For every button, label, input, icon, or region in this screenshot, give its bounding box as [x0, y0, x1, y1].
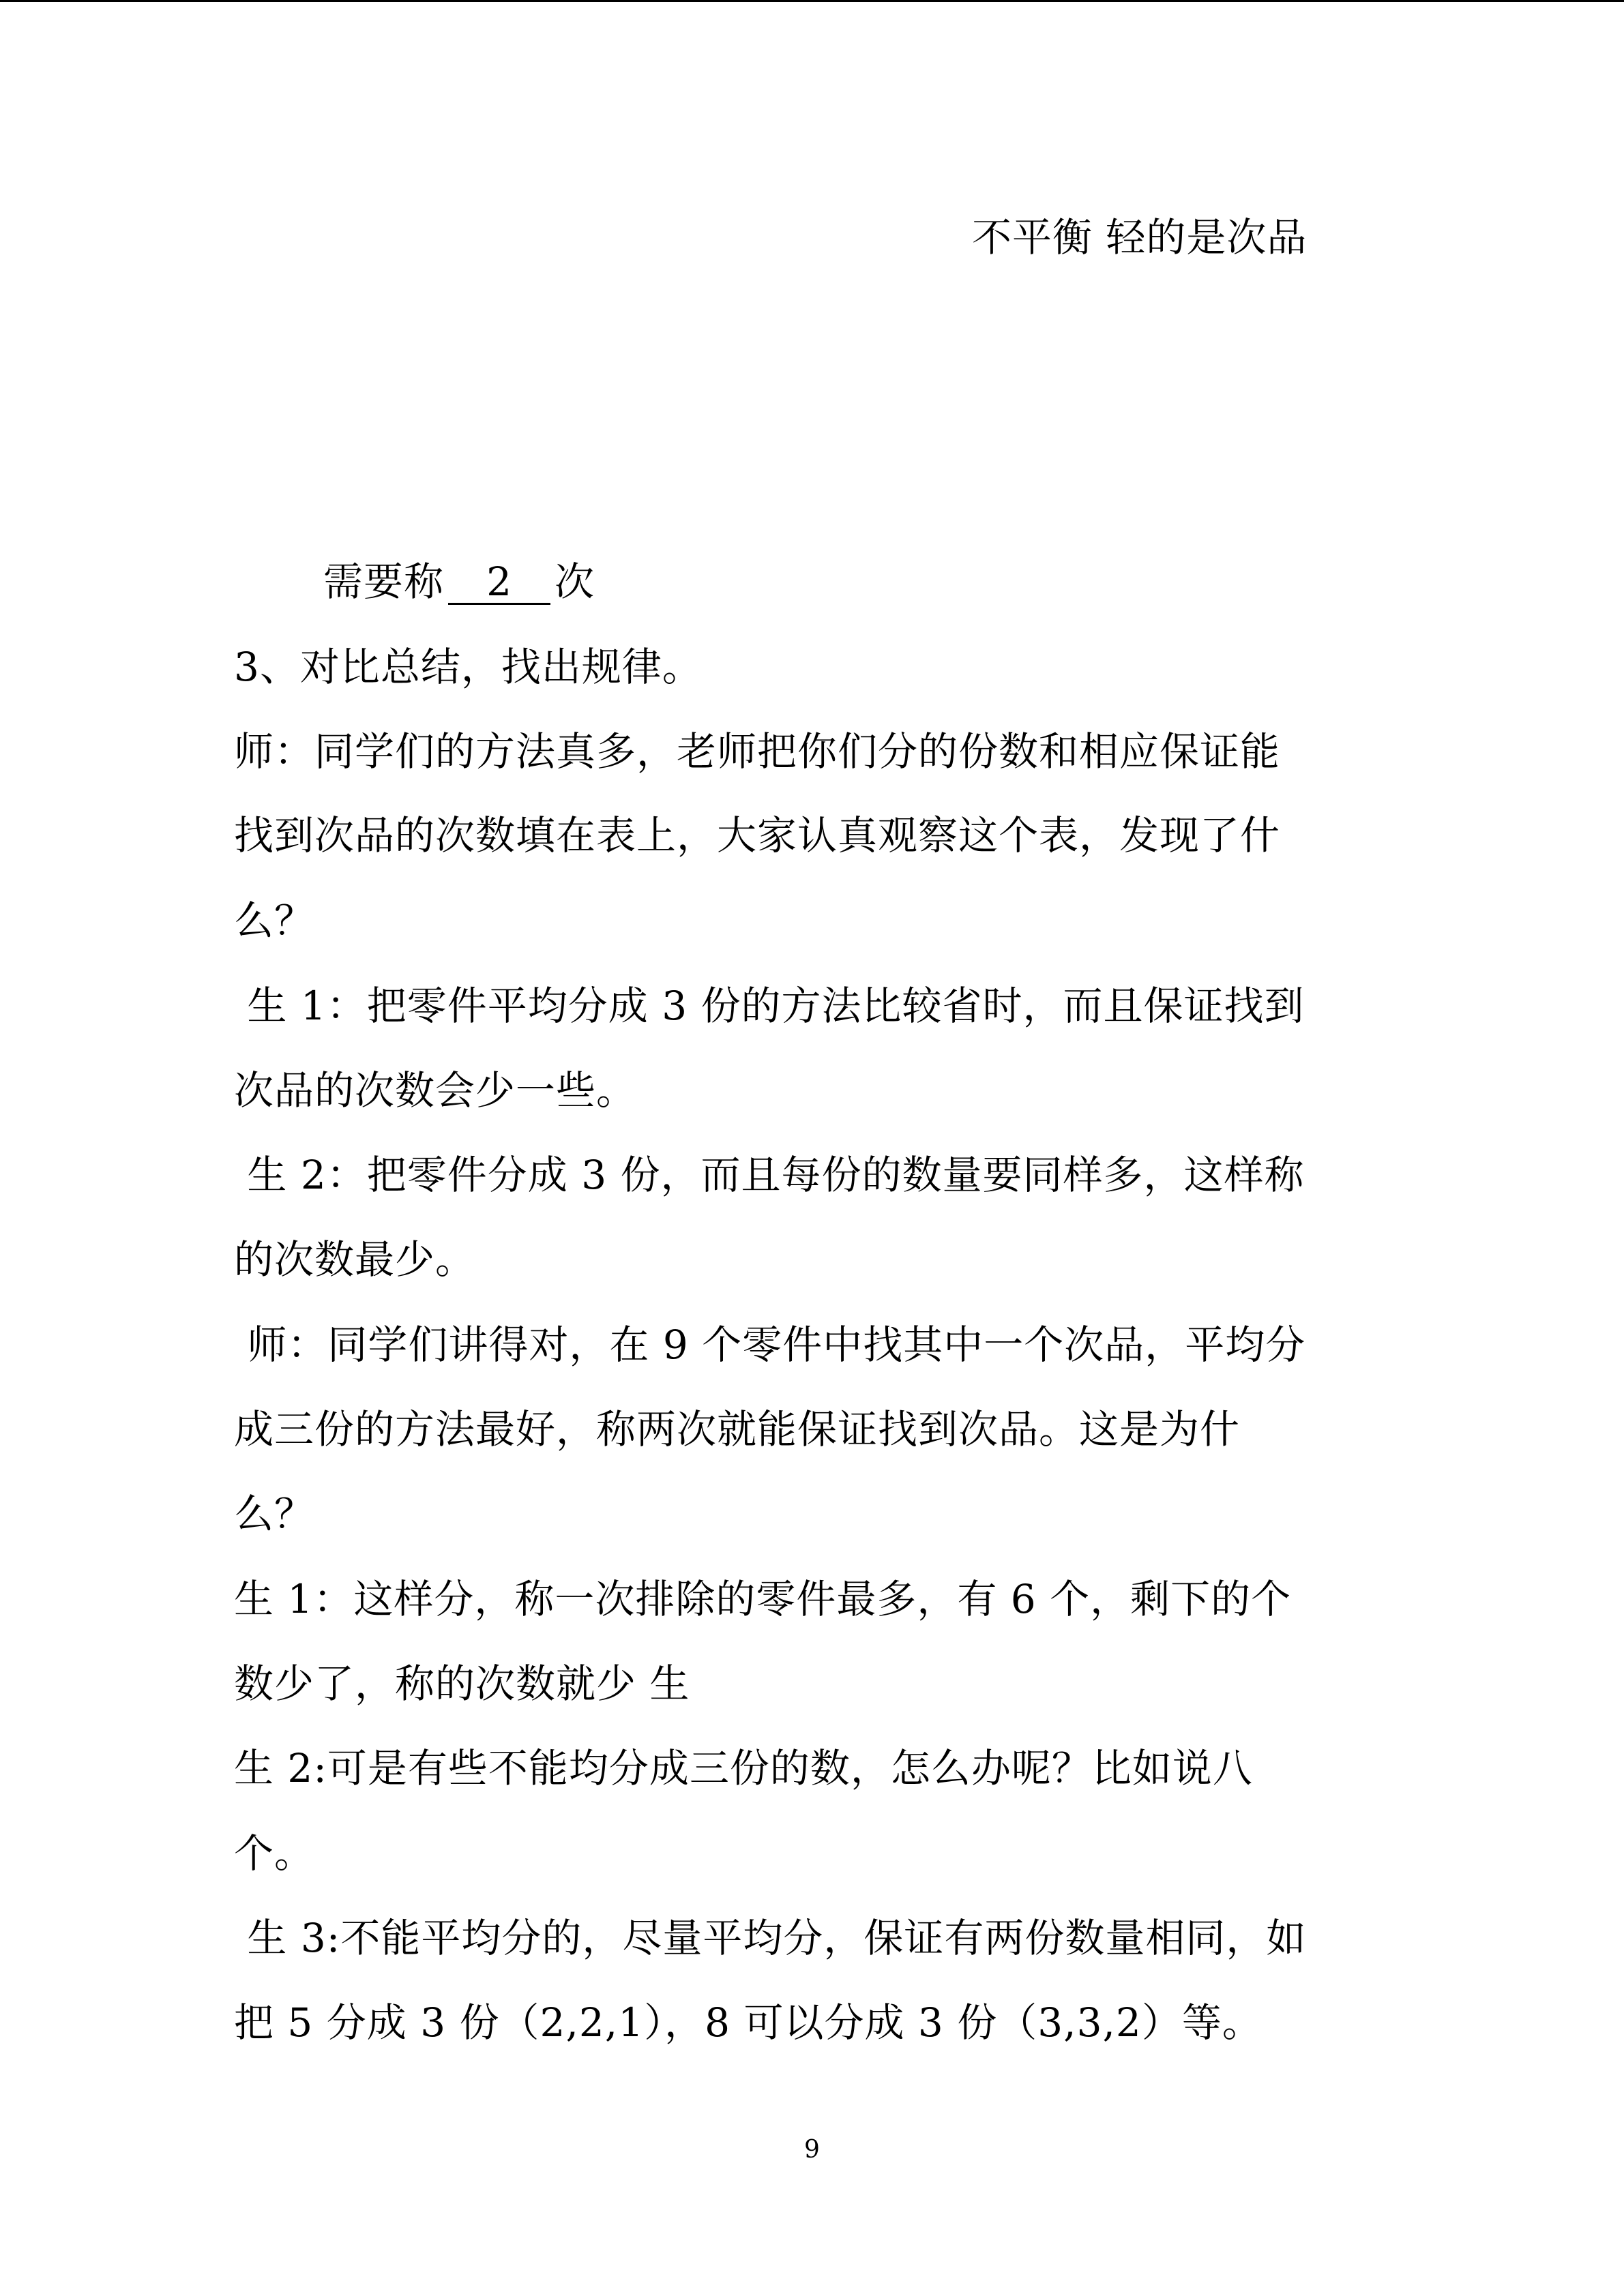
- paragraph-line: 数少了，称的次数就少 生: [234, 1660, 690, 1707]
- weigh-times-blank: 2: [448, 561, 550, 605]
- section-heading: 3、对比总结，找出规律。: [234, 644, 703, 690]
- page-number: 9: [804, 2136, 820, 2164]
- paragraph-line: 师：同学们讲得对，在 9 个零件中找其中一个次品，平均分: [234, 1322, 1306, 1368]
- balance-note: 不平衡 轻的是次品: [972, 214, 1308, 260]
- paragraph-line: 找到次品的次数填在表上，大家认真观察这个表，发现了什: [234, 812, 1281, 859]
- weigh-times-line: [323, 558, 595, 606]
- paragraph-line: 么？: [234, 897, 315, 944]
- paragraph-line: 么？: [234, 1491, 315, 1537]
- paragraph-line: 生 1：把零件平均分成 3 份的方法比较省时，而且保证找到: [234, 983, 1305, 1029]
- weigh-times-suffix: 次: [555, 558, 595, 605]
- paragraph-line: 生 3:不能平均分的，尽量平均分，保证有两份数量相同，如: [234, 1915, 1307, 1961]
- paragraph-line: 生 2:可是有些不能均分成三份的数，怎么办呢？比如说八: [234, 1745, 1253, 1791]
- paragraph-line: 成三份的方法最好，称两次就能保证找到次品。这是为什: [234, 1406, 1241, 1452]
- paragraph-line: 的次数最少。: [234, 1236, 476, 1283]
- paragraph-line: 生 1：这样分，称一次排除的零件最多，有 6 个，剩下的个: [234, 1576, 1292, 1622]
- paragraph-line: 个。: [234, 1830, 315, 1877]
- paragraph-line: 把 5 分成 3 份（2,2,1），8 可以分成 3 份（3,3,2）等。: [234, 1999, 1263, 2046]
- weigh-times-prefix: 需要称: [323, 558, 445, 605]
- paragraph-line: 生 2：把零件分成 3 份，而且每份的数量要同样多，这样称: [234, 1152, 1305, 1198]
- paragraph-line: 师：同学们的方法真多，老师把你们分的份数和相应保证能: [234, 728, 1281, 775]
- paragraph-line: 次品的次数会少一些。: [234, 1067, 637, 1114]
